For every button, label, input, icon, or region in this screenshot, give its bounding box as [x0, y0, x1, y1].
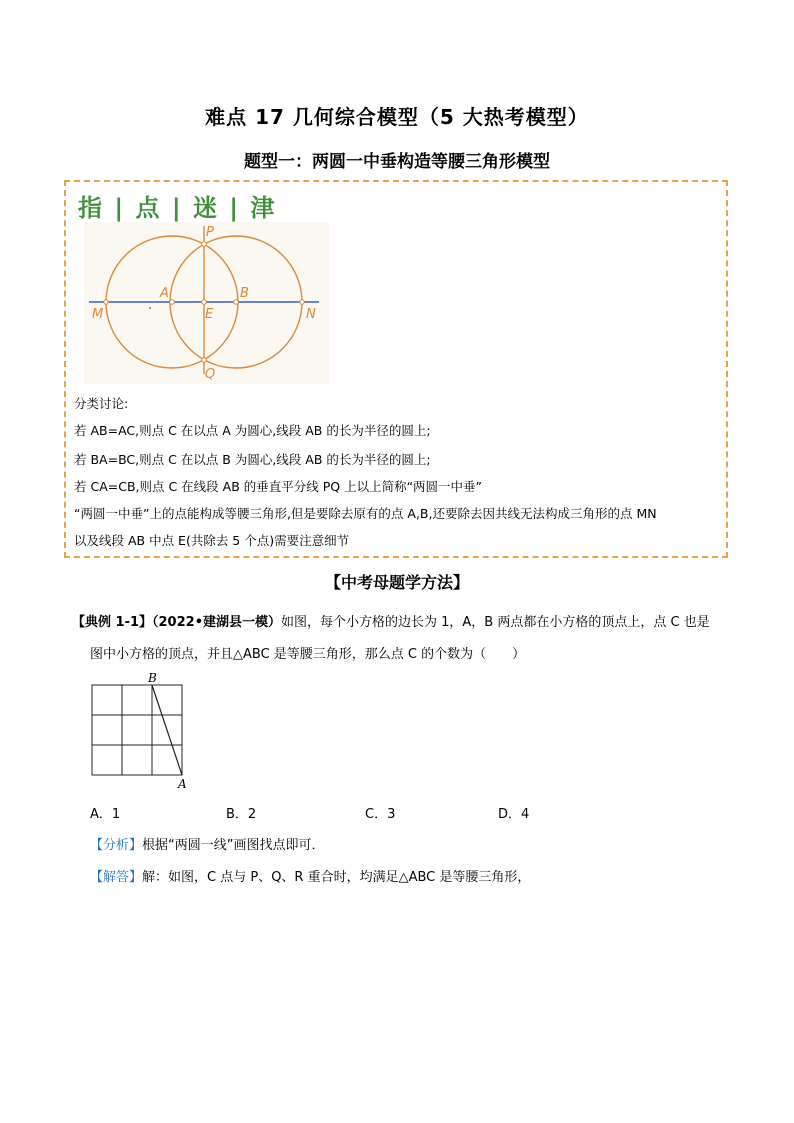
label-e: E [205, 307, 214, 322]
tip-line: 若 BA=BC,则点 C 在以点 B 为圆心,线段 AB 的长为半径的圆上; [74, 452, 431, 467]
tip-line: 以及线段 AB 中点 E(共除去 5 个点)需要注意细节 [74, 533, 350, 548]
option-d: D．4 [498, 807, 530, 822]
example-source: （2022•建湖县一模） [152, 615, 282, 630]
point-b [234, 300, 239, 305]
point-q [202, 358, 207, 363]
label-p: P [206, 225, 214, 240]
grid-label-a: A [178, 777, 187, 791]
example-text-2: 图中小方格的顶点，并且△ABC 是等腰三角形，那么点 C 的个数为（ ） [90, 647, 526, 662]
point-n [300, 300, 305, 305]
grid-label-b: B [148, 671, 157, 685]
two-circles-figure [84, 222, 329, 384]
analysis-text: 根据“两圆一线”画图找点即可． [142, 838, 325, 853]
tip-line: “两圆一中垂”上的点能构成等腰三角形,但是要除去原有的点 A,B,还要除去因共线无法构成三角形的点 MN [74, 506, 657, 521]
section-title: 【中考母题学方法】 [324, 573, 469, 592]
answer-line [90, 866, 530, 885]
example-line-1 [72, 611, 710, 630]
grid-figure [84, 670, 194, 792]
segment-ab [152, 685, 182, 775]
label-n: N [306, 307, 316, 322]
label-b: B [240, 286, 249, 301]
example-text-1: 如图，每个小方格的边长为 1，A，B 两点都在小方格的顶点上，点 C 也是 [281, 615, 710, 630]
tip-line: 若 CA=CB,则点 C 在线段 AB 的垂直平分线 PQ 上以上简称“两圆一中垂” [74, 479, 483, 494]
tip-line: 若 AB=AC,则点 C 在以点 A 为圆心,线段 AB 的长为半径的圆上; [74, 423, 431, 438]
analysis-tag: 【分析】 [90, 838, 143, 853]
tip-line: 分类讨论: [74, 396, 129, 411]
point-p [202, 242, 207, 247]
page-title: 难点 17 几何综合模型（5 大热考模型） [205, 105, 589, 129]
example-tag: 【典例 1-1】 [72, 615, 153, 630]
option-c: C．3 [365, 807, 396, 822]
tip-header: 指 | 点 | 迷 | 津 [78, 194, 277, 222]
point-e [202, 300, 207, 305]
section-subtitle: 题型一：两圆一中垂构造等腰三角形模型 [244, 152, 550, 172]
option-b: B．2 [226, 807, 257, 822]
analysis-line [90, 834, 325, 853]
label-m: M [92, 307, 104, 322]
label-q: Q [205, 367, 216, 382]
option-a: A．1 [90, 807, 121, 822]
answer-tag: 【解答】 [90, 870, 143, 885]
point-a [170, 300, 175, 305]
label-a: A [160, 286, 169, 301]
answer-text: 解：如图，C 点与 P、Q、R 重合时，均满足△ABC 是等腰三角形， [142, 870, 531, 885]
point-m [104, 300, 109, 305]
